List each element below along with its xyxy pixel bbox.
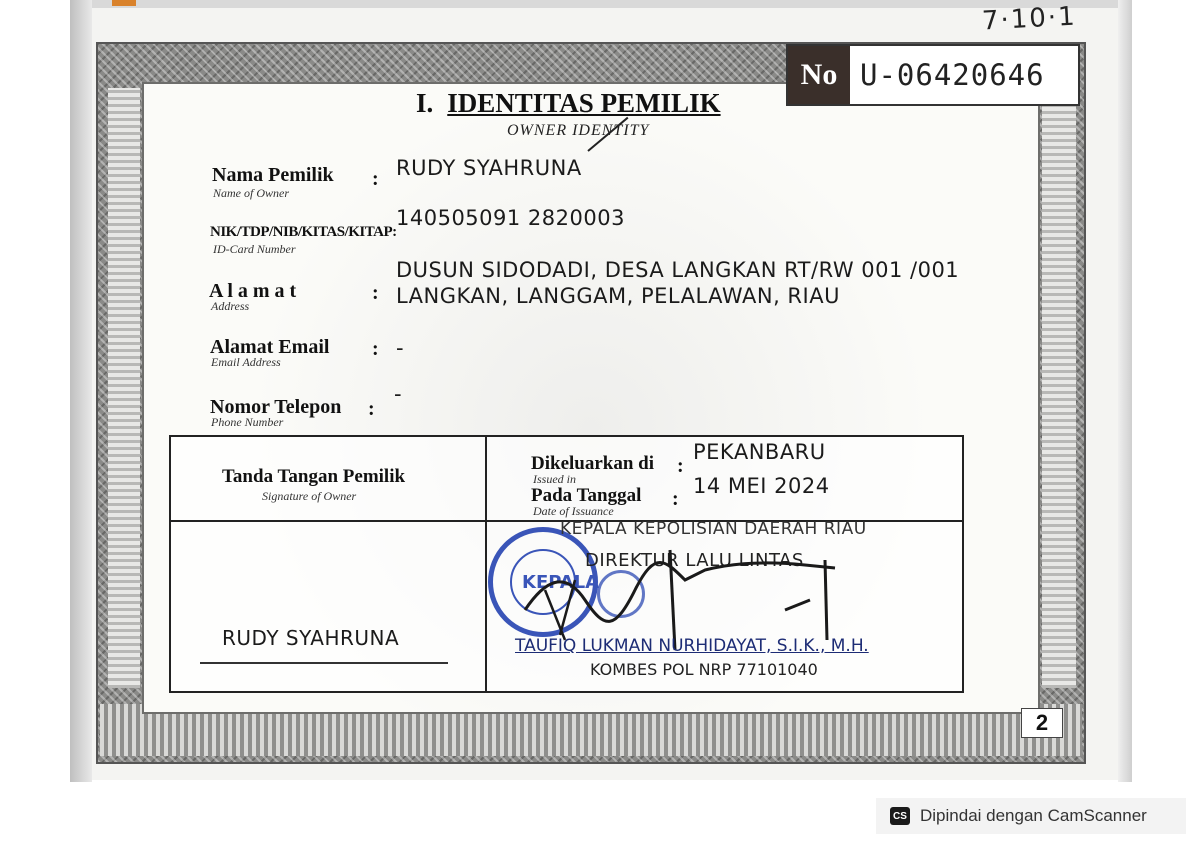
- owner-signed-name: RUDY SYAHRUNA: [222, 626, 400, 650]
- handwritten-reference: 7·10·1: [981, 1, 1078, 37]
- frame-ornament-right: [1042, 88, 1076, 688]
- id-number-value: 140505091 2820003: [396, 206, 625, 230]
- email-label: Alamat Email: [210, 336, 330, 358]
- table-divider-vertical: [485, 435, 487, 693]
- owner-signature-sublabel: Signature of Owner: [262, 489, 357, 503]
- id-number-sublabel: ID-Card Number: [213, 242, 296, 256]
- owner-signature-label: Tanda Tangan Pemilik: [222, 466, 406, 487]
- owner-name-colon: :: [372, 168, 379, 190]
- phone-sublabel: Phone Number: [211, 415, 284, 429]
- issue-date-sublabel: Date of Issuance: [533, 504, 614, 518]
- owner-name-sublabel: Name of Owner: [213, 186, 289, 200]
- email-colon: :: [372, 338, 379, 360]
- issue-date-value: 14 MEI 2024: [693, 474, 830, 498]
- scan-tab-mark: [112, 0, 136, 6]
- document-number-label: No: [788, 46, 850, 104]
- camscanner-text: Dipindai dengan CamScanner: [920, 806, 1147, 825]
- address-value-line1: DUSUN SIDODADI, DESA LANGKAN RT/RW 001 /001: [396, 258, 960, 282]
- section-subtitle: OWNER IDENTITY: [507, 122, 650, 139]
- camscanner-icon: CS: [890, 807, 910, 825]
- issued-in-value: PEKANBARU: [693, 440, 826, 464]
- scan-edge-left: [70, 0, 92, 782]
- official-name: TAUFIQ LUKMAN NURHIDAYAT, S.I.K., M.H.: [515, 636, 869, 656]
- phone-colon: :: [368, 398, 375, 420]
- email-value: -: [396, 336, 405, 360]
- stamp-text: KEPALA: [522, 572, 600, 593]
- section-title-text: IDENTITAS PEMILIK: [447, 88, 721, 118]
- address-value-line2: LANGKAN, LANGGAM, PELALAWAN, RIAU: [396, 284, 840, 308]
- page-number: 2: [1021, 708, 1063, 738]
- issued-in-sublabel: Issued in: [533, 472, 576, 486]
- official-rank: KOMBES POL NRP 77101040: [590, 660, 818, 679]
- address-label: A l a m a t: [209, 280, 297, 302]
- document-number-box: [786, 44, 1080, 106]
- section-number: I.: [416, 88, 434, 118]
- address-sublabel: Address: [211, 299, 250, 313]
- issued-in-label: Dikeluarkan di: [531, 453, 655, 474]
- issue-date-colon: :: [672, 488, 679, 510]
- owner-name-value: RUDY SYAHRUNA: [396, 156, 582, 180]
- issued-in-colon: :: [677, 455, 684, 477]
- section-title: [416, 88, 721, 119]
- frame-ornament-left: [108, 88, 140, 688]
- camscanner-watermark: [876, 798, 1186, 834]
- address-colon: :: [372, 282, 379, 304]
- issue-date-label: Pada Tanggal: [531, 485, 642, 506]
- owner-name-label: Nama Pemilik: [212, 164, 334, 186]
- authority-line-1: KEPALA KEPOLISIAN DAERAH RIAU: [560, 519, 867, 539]
- owner-signature-line: [200, 662, 448, 664]
- id-number-label: NIK/TDP/NIB/KITAS/KITAP:: [210, 224, 397, 240]
- scan-edge-right: [1118, 0, 1132, 782]
- authority-line-2: DIREKTUR LALU LINTAS: [585, 550, 804, 571]
- document-number-value: U-06420646: [860, 58, 1045, 92]
- phone-value: -: [394, 382, 403, 406]
- phone-label: Nomor Telepon: [210, 396, 342, 418]
- email-sublabel: Email Address: [211, 355, 281, 369]
